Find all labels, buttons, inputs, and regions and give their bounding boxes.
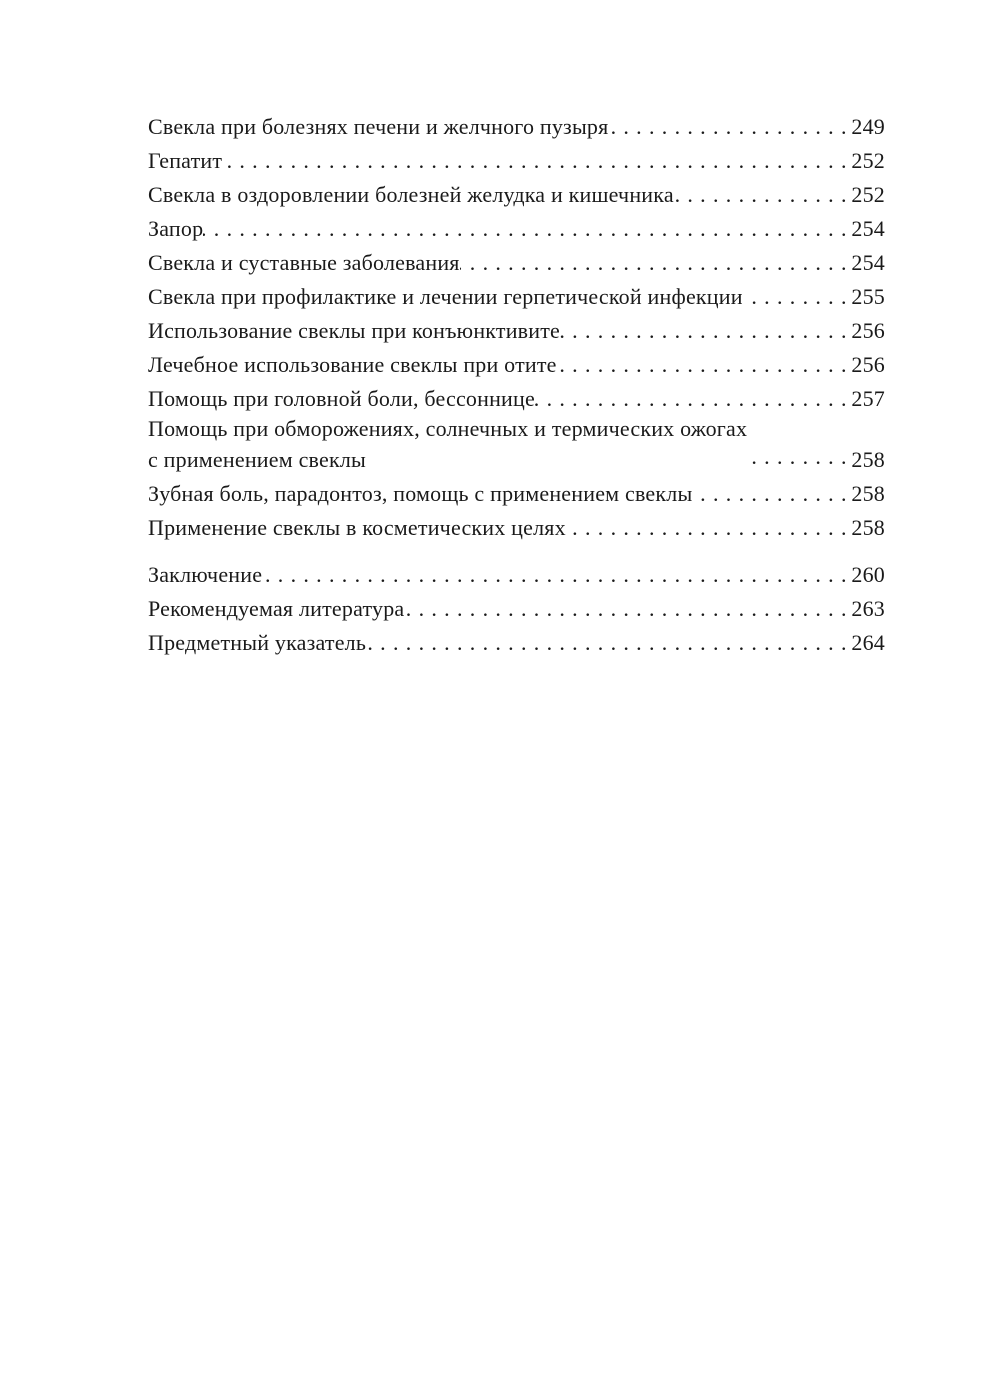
toc-entry	[148, 246, 885, 280]
dot-leader	[674, 178, 848, 212]
toc-entry	[148, 416, 885, 477]
toc-entry-page: 249	[851, 114, 885, 139]
dot-leader	[743, 280, 848, 314]
dot-leader	[535, 382, 847, 416]
toc-entry	[148, 558, 885, 592]
dot-leader	[692, 477, 847, 511]
dot-leader	[747, 443, 847, 477]
toc-entry-title: Свекла и суставные заболевания	[148, 250, 460, 275]
toc-entry	[148, 626, 885, 660]
dot-leader	[566, 511, 848, 545]
toc-entry-title: Рекомендуемая литература	[148, 596, 405, 621]
toc-entry-page: 255	[851, 284, 885, 309]
toc-entry	[148, 110, 885, 144]
dot-leader	[222, 144, 847, 178]
toc-entry-title	[148, 415, 747, 477]
table-of-contents	[148, 110, 885, 660]
toc-entry	[148, 178, 885, 212]
toc-entry-page: 256	[851, 318, 885, 343]
dot-leader	[404, 592, 847, 626]
toc-entry-page: 258	[851, 481, 885, 506]
toc-entry-title-line2: с применением свеклы	[148, 447, 367, 472]
toc-entry	[148, 382, 885, 416]
toc-entry-title: Помощь при головной боли, бессоннице	[148, 386, 535, 411]
toc-entry	[148, 592, 885, 626]
toc-entry-title: Предметный указатель	[148, 630, 367, 655]
toc-entry-title: Использование свеклы при конъюнктивите	[148, 318, 561, 343]
toc-entry-title: Зубная боль, парадонтоз, помощь с применением свеклы	[148, 481, 693, 506]
toc-entry-page: 263	[851, 596, 885, 621]
toc-entry-page: 252	[851, 182, 885, 207]
dot-leader	[557, 348, 848, 382]
toc-entry	[148, 314, 885, 348]
dot-leader	[203, 212, 847, 246]
toc-entry-page: 256	[851, 352, 885, 377]
toc-entry-title: Запор	[148, 216, 204, 241]
toc-entry	[148, 477, 885, 511]
toc-entry-page: 254	[851, 250, 885, 275]
dot-leader	[262, 558, 847, 592]
toc-entry-title: Свекла при профилактике и лечении герпетической инфекции	[148, 284, 743, 309]
dot-leader	[460, 246, 848, 280]
toc-entry	[148, 511, 885, 545]
dot-leader	[560, 314, 847, 348]
toc-entry-title: Лечебное использование свеклы при отите	[148, 352, 557, 377]
toc-entry-page: 254	[851, 216, 885, 241]
toc-entry	[148, 348, 885, 382]
toc-entry-title: Заключение	[148, 562, 263, 587]
toc-entry-title: Применение свеклы в косметических целях	[148, 515, 566, 540]
toc-entry-title: Свекла при болезнях печени и желчного пузыря	[148, 114, 609, 139]
toc-entry-title-line1: Помощь при обморожениях, солнечных и термических ожогах	[148, 416, 748, 441]
toc-entry	[148, 212, 885, 246]
toc-entry-page: 257	[851, 386, 885, 411]
toc-entry-page: 258	[851, 447, 885, 472]
dot-leader	[366, 626, 847, 660]
toc-entry-page: 258	[851, 515, 885, 540]
toc-entry	[148, 144, 885, 178]
toc-entry-title: Свекла в оздоровлении болезней желудка и кишечника	[148, 182, 674, 207]
toc-entry-title: Гепатит	[148, 148, 223, 173]
toc-entry-page: 252	[851, 148, 885, 173]
toc-entry-page: 264	[851, 630, 885, 655]
dot-leader	[608, 110, 847, 144]
toc-entry-page: 260	[851, 562, 885, 587]
toc-entry	[148, 280, 885, 314]
